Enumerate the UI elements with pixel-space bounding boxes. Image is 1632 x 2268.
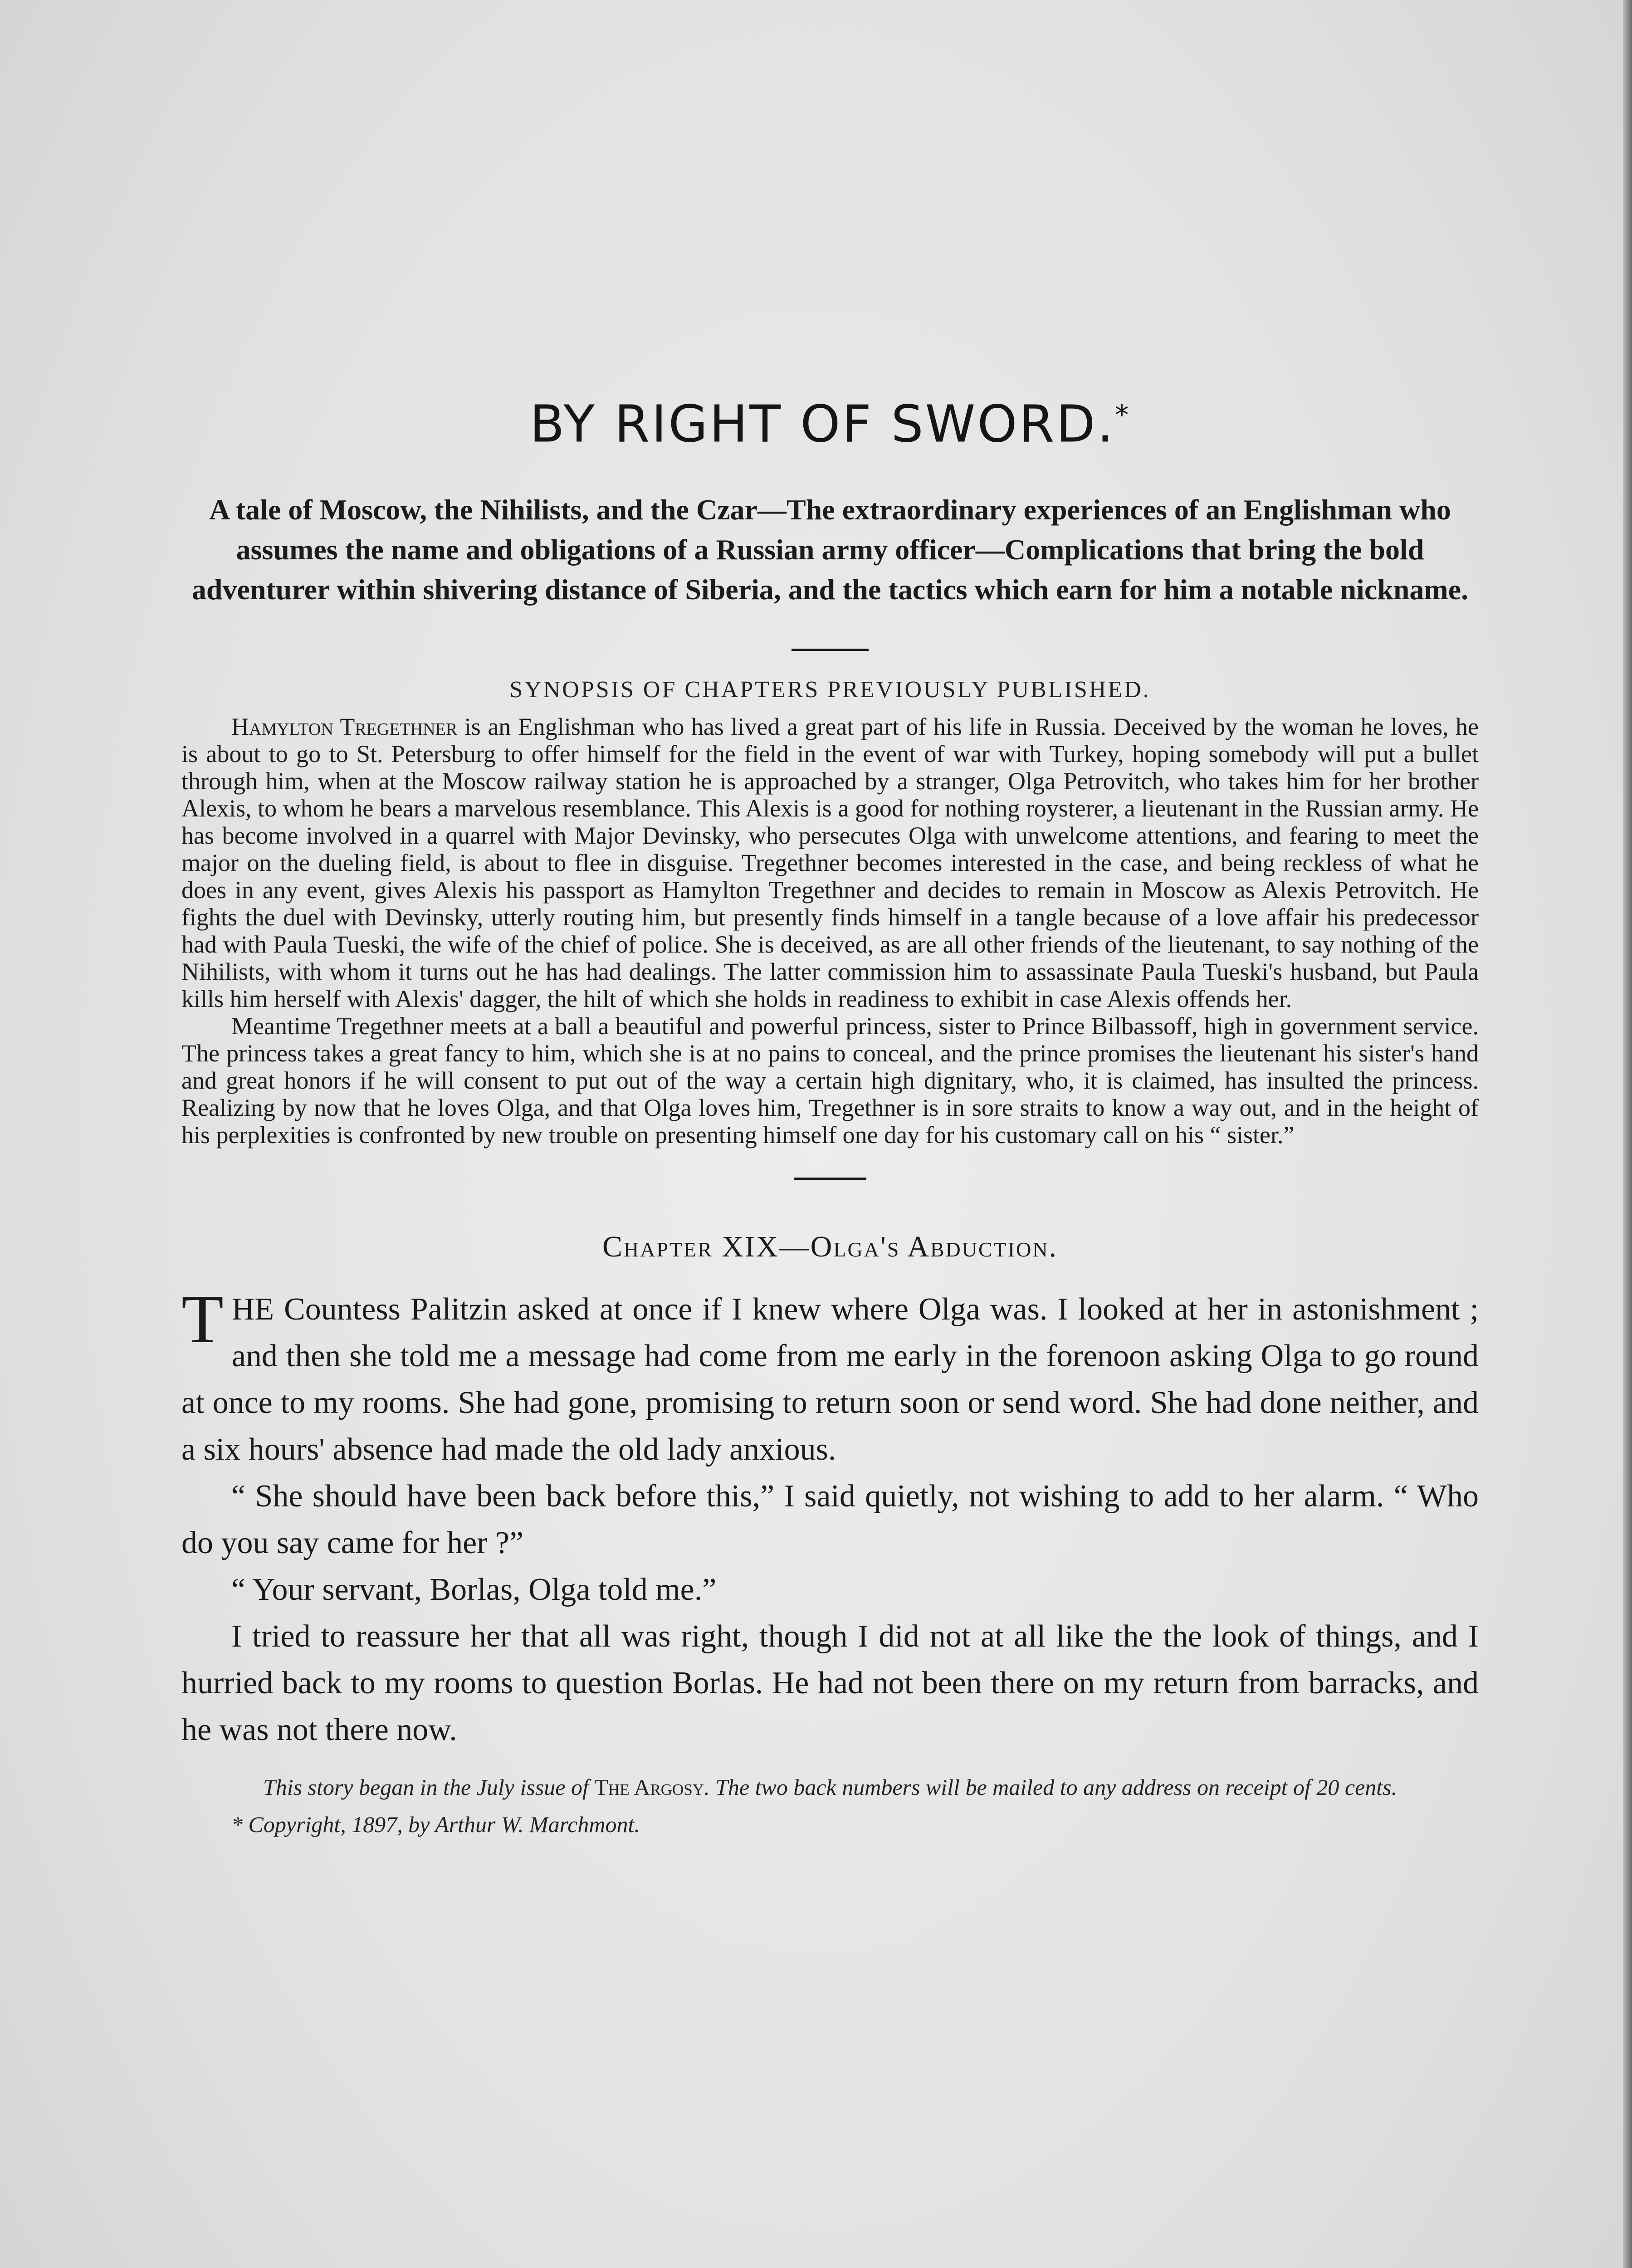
synopsis-paragraph: Meantime Tregethner meets at a ball a beautiful and powerful princess, sister to Prince Bilbassoff, high in government service. The princess takes a great fancy to him, which she is at no pains to conceal, and the prince promises the lieutenant his sister's hand and great honors if he will consent to put out of the way a certain high dignitary, who, it is claimed, has insulted the princess. Realizing by now that he loves Olga, and that Olga loves him, Tregethner is in sore straits to know a way out, and in the height of his perplexities is confronted by new trouble on presenting himself one day for his customary call on his “ sister.” xyxy=(181,1012,1479,1149)
synopsis-body xyxy=(181,713,1479,1149)
title-footnote-mark: * xyxy=(1115,399,1131,431)
note-text: This story began in the July issue of xyxy=(263,1774,595,1800)
chapter-heading: Chapter XIX—Olga's Abduction. xyxy=(602,1230,1058,1264)
section-divider xyxy=(792,649,869,651)
chapter-body xyxy=(181,1281,1479,1753)
drop-cap: T xyxy=(181,1281,224,1358)
note-text: . The two back numbers will be mailed to any address on receipt of 20 cents. xyxy=(704,1774,1397,1800)
story-paragraph: I tried to reassure her that all was right, though I did not at all like the the look of things, and I hurried back to my rooms to question Borlas. He had not been there on my return from barracks, and he was not there now. xyxy=(181,1619,1479,1748)
magazine-name: The Argosy xyxy=(594,1774,704,1800)
synopsis-heading: SYNOPSIS OF CHAPTERS PREVIOUSLY PUBLISHED. xyxy=(509,677,1151,703)
story-paragraph: “ She should have been back before this,” I said quietly, not wishing to add to her alarm. “ Who do you say came for her ?” xyxy=(181,1479,1479,1561)
article-deck: A tale of Moscow, the Nihilists, and the Czar—The extraordinary experiences of an Englishman who assumes the name and obligations of a Russian army officer—Complications that bring the bold adventurer within shivering distance of Siberia, and the tactics which earn for him a notable nickname. xyxy=(191,494,1469,606)
section-divider xyxy=(794,1178,866,1180)
footnote xyxy=(181,1771,1479,1840)
title-text: BY RIGHT OF SWORD. xyxy=(529,395,1115,454)
article-page xyxy=(181,381,1479,1840)
story-paragraph: “ Your servant, Borlas, Olga told me.” xyxy=(231,1572,717,1608)
synopsis-text: is an Englishman who has lived a great part of his life in Russia. Deceived by the woman he loves, he is about to go to St. Petersburg to offer himself for the field in the event of war with Turkey, hoping somebody will put a bullet through him, when at the Moscow railway station he is approached by a stranger, Olga Petrovitch, who takes him for her brother Alexis, to whom he bears a marvelous resemblance. This Alexis is a good for nothing roysterer, a lieutenant in the Russian army. He has become involved in a quarrel with Major Devinsky, who persecutes Olga with unwelcome attentions, and fearing to meet the major on the dueling field, is about to flee in disguise. Tregethner becomes interested in the case, and being reckless of what he does in any event, gives Alexis his passport as Hamylton Tregethner and decides to remain in Moscow as Alexis Petrovitch. He fights the duel with Devinsky, utterly routing him, but presently finds himself in a tangle because of a love affair his predecessor had with Paula Tueski, the wife of the chief of police. She is deceived, as are all other friends of the lieutenant, to say nothing of the Nihilists, with whom it turns out he has had dealings. The latter commission him to assassinate Paula Tueski's husband, but Paula kills him herself with Alexis' dagger, the hilt of which she holds in readiness to exhibit in case Alexis offends her. xyxy=(181,713,1479,1013)
story-paragraph xyxy=(181,1281,1479,1473)
article-title xyxy=(181,381,1479,458)
back-issue-note xyxy=(181,1771,1479,1803)
page-spine-shadow xyxy=(1623,0,1632,2268)
copyright-note: * Copyright, 1897, by Arthur W. Marchmont. xyxy=(231,1812,640,1838)
synopsis-paragraph xyxy=(181,713,1479,1012)
synopsis-lead-name: Hamylton Tregethner xyxy=(231,713,458,741)
story-text: HE Countess Palitzin asked at once if I knew where Olga was. I looked at her in astonishment ; and then she told me a message had come from me early in the forenoon asking Olga to go round at once to my rooms. She had gone, promising to return soon or send word. She had done neither, and a six hours' absence had made the old lady anxious. xyxy=(181,1292,1479,1467)
